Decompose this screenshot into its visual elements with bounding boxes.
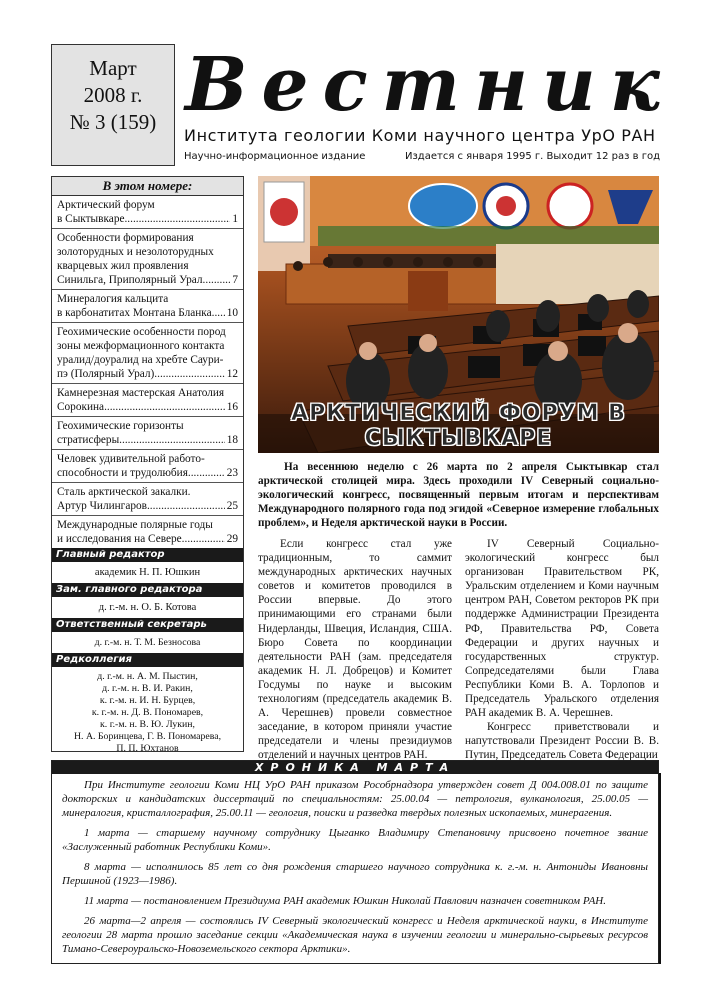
toc-item-line: уралид/доуралид на хребте Саури- xyxy=(57,354,224,366)
deputy-editor-label: Зам. главного редактора xyxy=(52,583,243,597)
toc-leader-dots xyxy=(119,433,225,447)
toc-item-line: Сталь арктической закалки. xyxy=(57,486,191,498)
board-list xyxy=(52,667,243,755)
toc-leader-dots xyxy=(104,400,225,414)
toc-item-title-end: и исследования на Севере xyxy=(57,533,182,545)
article-paragraph: Конгресс приветствовали и напутствовали Президент России В. В. Путин, Председатель Совета Федерации xyxy=(465,721,659,762)
toc-page-number: 18 xyxy=(226,434,238,446)
article-paragraph: Если конгресс стал уже традиционным, то саммит международных арктических научных советов и комитетов проводился в России впервые. До этого принимающими его странами были Нидерланды, Швеция, Исландия, США. Бюро Совета по координации деятельности РАН (зам. председателя академик Н. Л. Добрецов) и Комитет Госдумы по науке и высоким технологиям (председатель академик В. А. Черешнев) провели совместное заседание, в котором приняли участие председатели и члены президиумов отделений и научных центров РАН. xyxy=(258,538,452,762)
toc-item-line: Международные полярные годы xyxy=(57,519,213,531)
toc-item-line: зоны межформационного контакта xyxy=(57,340,225,352)
board-member: к. г.-м. н. В. Ю. Лукин, xyxy=(100,719,195,730)
toc-item-line: Геохимические горизонты xyxy=(57,420,184,432)
toc-leader-dots xyxy=(182,532,225,546)
toc-item-line: кварцевых жил проявления xyxy=(57,260,189,272)
toc-leader-dots xyxy=(188,466,225,480)
article-paragraph: IV Северный Социально-экологический конгресс был организован Правительством РК, Уральским отделением и Коми научным центром РАН, Советом ректоров РК при поддержке Администрации Президента РФ, Правительства РФ, Совета Федерации и других научных и государственных структур. Сопредседателями были Глава Республики Коми В. А. Торлопов и Председатель Уральского отделения РАН академик В. А. Черешнев. xyxy=(465,538,659,720)
toc-page-number: 7 xyxy=(232,274,238,286)
toc-item-title-end: стратисферы xyxy=(57,434,120,446)
board-member: Н. А. Боринцева, Г. В. Пономарева, xyxy=(73,731,222,742)
toc-item-line: золоторудных и незолоторудных xyxy=(57,246,214,258)
toc-item-last-line xyxy=(57,532,238,546)
toc-item-title-end: в карбонатитах Монтана Бланка xyxy=(57,307,212,319)
board-member: к. г.-м. н. И. Н. Бурцев, xyxy=(99,695,196,706)
toc-leader-dots xyxy=(124,212,230,226)
board-member: д. г.-м. н. В. И. Ракин, xyxy=(102,683,193,694)
toc-item xyxy=(52,450,243,483)
toc-leader-dots xyxy=(147,499,225,513)
toc-item xyxy=(52,290,243,323)
issue-box xyxy=(51,44,175,166)
masthead-title: Вестник xyxy=(185,42,674,128)
board-member: д. г.-м. н. А. М. Пыстин, xyxy=(97,671,198,682)
board-member: П. П. Юхтанов xyxy=(116,743,179,754)
secretary-label: Ответственный секретарь xyxy=(52,618,243,632)
board-member: к. г.-м. н. Д. В. Пономарев, xyxy=(91,707,204,718)
secretary-name: д. г.-м. н. Т. М. Безносова xyxy=(94,637,201,648)
toc-leader-dots xyxy=(203,273,231,287)
chronicle-entry: 8 марта — исполнилось 85 лет со дня рождения старшего научного сотрудника к. г.-м. н. Антониды Ивановны Першиной (1923—1986). xyxy=(62,861,648,887)
toc-item xyxy=(52,417,243,450)
toc-item-last-line xyxy=(57,212,238,226)
toc-page-number: 25 xyxy=(226,500,238,512)
toc-item xyxy=(52,229,243,290)
chronicle-entry: 26 марта—2 апреля — состоялись IV Северный экологический конгресс и Неделя арктической науки, в Институте геологии 28 марта прошло заседание секции «Академическая наука в изучении геологии и минерально-сырьевых ресурсов Тимано-Североуральско-Новоземельского сектора Арктики». xyxy=(62,915,648,955)
issue-month: Март xyxy=(89,56,137,80)
toc-item xyxy=(52,323,243,384)
chronicle-entry: При Институте геологии Коми НЦ УрО РАН приказом Рособрнадзора утвержден совет Д 004.008.01 по защите докторских и кандидатских диссертаций по специальностям: 25.00.04 — петрология, вулканология, 25.00.05 — минералогия, кристаллография, 25.00.11 — геология, поиски и разведка твердых полезных ископаемых, минерагения. xyxy=(62,779,648,819)
article-column-1 xyxy=(258,537,452,763)
chronicle-entry: 1 марта — старшему научному сотруднику Цыганко Владимиру Степановичу присвоено почетное звание «Заслуженный работник Республики Коми». xyxy=(62,827,648,853)
chronicle-shadow xyxy=(659,773,661,964)
lead-paragraph: На весеннюю неделю с 26 марта по 2 апреля Сыктывкар стал арктической столицей мира. Здесь проходили IV Северный социально-экологический конгресс, посвященный первым итогам и перспективам Международного полярного года под эгидой «Северное измерение глобальных проблем», и Неделя арктической науки в России. xyxy=(258,461,659,529)
photo-banner: АРКТИЧЕСКИЙ ФОРУМ В СЫКТЫВКАРЕ xyxy=(291,401,626,451)
toc-item-last-line xyxy=(57,400,238,414)
toc-item-title-end: Артур Чилингаров xyxy=(57,500,147,512)
chief-editor-label: Главный редактор xyxy=(52,548,243,562)
toc-list xyxy=(52,196,243,548)
sidebar xyxy=(51,176,244,752)
toc-item xyxy=(52,384,243,417)
board-label: Редколлегия xyxy=(52,653,243,667)
chronicle-entry: 11 марта — постановлением Президиума РАН академик Юшкин Николай Павлович назначен советником РАН. xyxy=(84,895,606,907)
toc-item-title-end: Синильга, Приполярный Урал xyxy=(57,274,203,286)
masthead-subtitle: Института геологии Коми научного центра УрО РАН xyxy=(184,126,656,145)
toc-page-number: 10 xyxy=(226,307,238,319)
toc-item-line: Камнерезная мастерская Анатолия xyxy=(57,387,225,399)
toc-item-title-end: в Сыктывкаре xyxy=(57,213,125,225)
issue-number: № 3 (159) xyxy=(69,110,157,134)
toc-item-last-line xyxy=(57,273,238,287)
deputy-editor-name: д. г.-м. н. О. Б. Котова xyxy=(98,602,197,613)
toc-leader-dots xyxy=(212,306,225,320)
masthead-info-left: Научно-информационное издание xyxy=(184,151,366,162)
toc-page-number: 1 xyxy=(232,213,238,225)
toc-item xyxy=(52,196,243,229)
toc-item-last-line xyxy=(57,466,238,480)
toc-leader-dots xyxy=(154,367,224,381)
chronicle-header: ХРОНИКА МАРТА xyxy=(52,761,658,774)
toc-item-line: Минералогия кальцита xyxy=(57,293,169,305)
chronicle-box xyxy=(51,760,659,964)
toc-item-title-end: Сорокина xyxy=(57,401,105,413)
chronicle-body xyxy=(52,774,658,956)
article-column-2 xyxy=(465,537,659,763)
toc-page-number: 29 xyxy=(226,533,238,545)
toc-item xyxy=(52,483,243,516)
toc-page-number: 16 xyxy=(226,401,238,413)
toc-item-line: Особенности формирования xyxy=(57,232,194,244)
toc-header: В этом номере: xyxy=(52,177,243,196)
toc-page-number: 23 xyxy=(226,467,238,479)
toc-page-number: 12 xyxy=(226,368,238,380)
toc-item xyxy=(52,516,243,548)
toc-item-title-end: пэ (Полярный Урал) xyxy=(57,368,155,380)
toc-item-last-line xyxy=(57,433,238,447)
issue-year: 2008 г. xyxy=(83,83,143,107)
toc-item-line: Геохимические особенности пород xyxy=(57,326,226,338)
masthead-info-right: Издается с января 1995 г. Выходит 12 раз в год xyxy=(405,151,660,162)
toc-item-last-line xyxy=(57,367,238,381)
toc-item-last-line xyxy=(57,306,238,320)
toc-item-last-line xyxy=(57,499,238,513)
cover-photo xyxy=(258,176,659,453)
toc-item-title-end: способности и трудолюбия xyxy=(57,467,188,479)
toc-item-line: Человек удивительной работо- xyxy=(57,453,205,465)
chief-editor-name: академик Н. П. Юшкин xyxy=(94,567,201,578)
toc-item-line: Арктический форум xyxy=(57,199,155,211)
